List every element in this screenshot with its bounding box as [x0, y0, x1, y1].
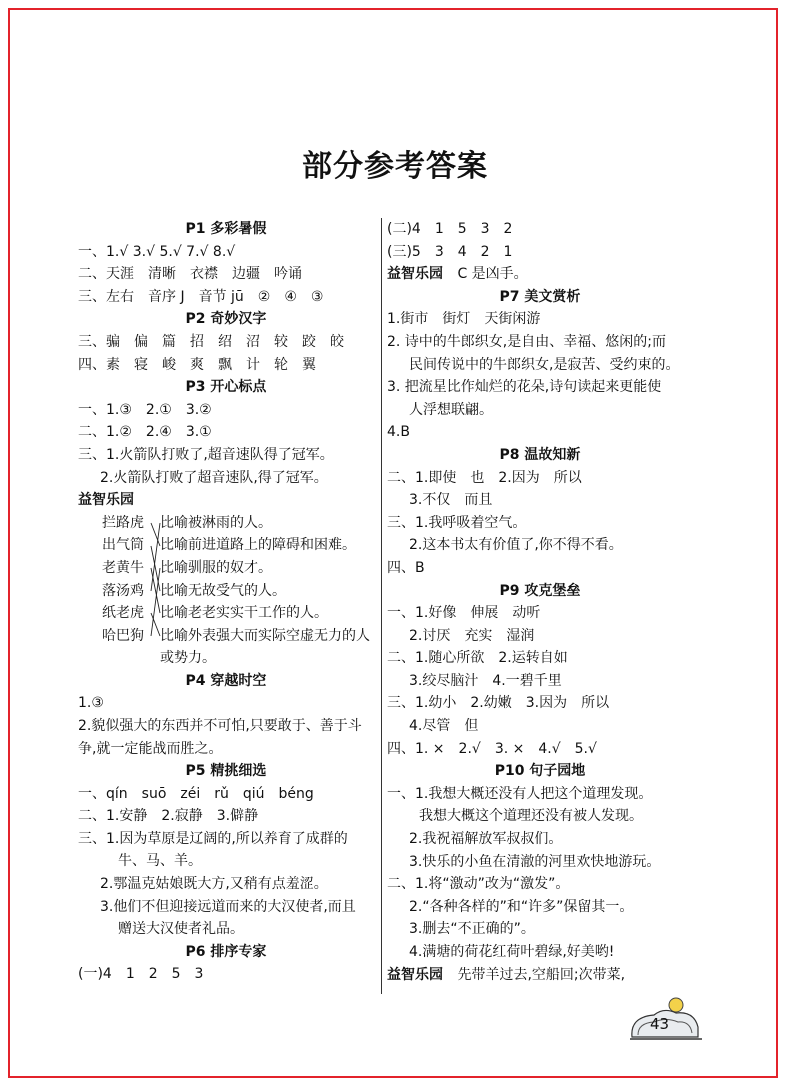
- match-term: 落汤鸡: [102, 582, 144, 599]
- answer-line: 争,就一定能战而胜之。: [78, 740, 223, 757]
- answer-line: 4.满塘的荷花红荷叶碧绿,好美哟!: [409, 944, 615, 960]
- match-meaning: 比喻驯服的奴才。: [160, 559, 272, 576]
- match-meaning: 比喻前进道路上的障碍和困难。: [160, 537, 356, 554]
- match-term: 哈巴狗: [102, 627, 144, 644]
- answer-line: 三、1.我呼吸着空气。: [387, 514, 527, 531]
- match-term: 纸老虎: [102, 605, 144, 622]
- answer-line: 4.B: [387, 424, 410, 441]
- match-term: 拦路虎: [102, 514, 144, 531]
- answer-line: 3. 把流星比作灿烂的花朵,诗句读起来更能使: [387, 379, 662, 396]
- answer-line: 二、天涯 清晰 衣襟 边疆 吟诵: [78, 266, 302, 283]
- answer-line: 四、1. × 2.√ 3. × 4.√ 5.√: [387, 740, 597, 757]
- answer-line: 二、1.将“激动”改为“激发”。: [387, 876, 570, 893]
- page-number-badge: [624, 995, 706, 1043]
- answer-line: 我想大概这个道理还没有被人发现。: [419, 808, 643, 825]
- section-title-p2: P2 奇妙汉字: [185, 311, 267, 328]
- answer-line: 二、1.② 2.④ 3.①: [78, 424, 212, 441]
- yizhi-label: 益智乐园: [387, 266, 443, 283]
- answer-line: 一、qín suō zéi rǔ qiú béng: [78, 785, 314, 802]
- answer-line: 二、1.随心所欲 2.运转自如: [387, 650, 568, 667]
- matching-exercise: [78, 512, 374, 670]
- answer-line: 3.绞尽脑汁 4.一碧千里: [409, 672, 562, 689]
- answer-line: 3.不仅 而且: [409, 492, 493, 509]
- answer-line: (三)5 3 4 2 1: [387, 243, 513, 260]
- answer-line: 三、1.幼小 2.幼嫩 3.因为 所以: [387, 695, 610, 712]
- section-title-p7: P7 美文赏析: [499, 288, 581, 305]
- answer-line: 3.删去“不正确的”。: [409, 921, 535, 938]
- yizhi-label: 益智乐园: [78, 492, 134, 509]
- left-column: [78, 218, 374, 986]
- answer-line: 2.鄂温克姑娘既大方,又稍有点羞涩。: [100, 876, 328, 893]
- answer-line: 四、B: [387, 559, 425, 576]
- answer-line: 二、1.安静 2.寂静 3.僻静: [78, 808, 259, 825]
- section-title-p10: P10 句子园地: [494, 763, 586, 780]
- match-meaning: 比喻无故受气的人。: [160, 582, 286, 599]
- answer-line: 一、1.好像 伸展 动听: [387, 605, 541, 622]
- answer-line: 2.讨厌 充实 湿润: [409, 627, 535, 644]
- answer-line: 三、1.火箭队打败了,超音速队得了冠军。: [78, 446, 334, 463]
- answer-line: 三、1.因为草原是辽阔的,所以养育了成群的: [78, 830, 348, 847]
- answer-line: 三、左右 音序 J 音节 jū ② ④ ③: [78, 288, 324, 305]
- answer-line: 一、1.我想大概还没有人把这个道理发现。: [387, 785, 653, 802]
- section-title-p8: P8 温故知新: [499, 446, 581, 463]
- answer-line: 1.③: [78, 695, 104, 712]
- answer-line: 二、1.即使 也 2.因为 所以: [387, 469, 582, 486]
- answer-line: 一、1.√ 3.√ 5.√ 7.√ 8.√: [78, 243, 236, 260]
- page-number: 43: [650, 1015, 670, 1033]
- yizhi-label: 益智乐园: [387, 966, 443, 983]
- match-term: 出气筒: [102, 537, 144, 554]
- match-meaning: 或势力。: [160, 650, 216, 667]
- answer-line: 四、素 寝 峻 爽 飘 计 轮 翼: [78, 356, 316, 373]
- answer-line: (二)4 1 5 3 2: [387, 221, 513, 237]
- answer-line: 一、1.③ 2.① 3.②: [78, 401, 212, 418]
- section-title-p5: P5 精挑细选: [185, 763, 267, 780]
- match-meaning: 比喻被淋雨的人。: [160, 514, 272, 531]
- section-title-p4: P4 穿越时空: [185, 672, 267, 689]
- answer-line: 2.貌似强大的东西并不可怕,只要敢于、善于斗: [78, 717, 362, 734]
- answer-line: 2. 诗中的牛郎织女,是自由、幸福、悠闲的;而: [387, 333, 666, 350]
- answer-line: 民间传说中的牛郎织女,是寂苦、受约束的。: [409, 356, 680, 373]
- answer-line: 三、骗 偏 篇 招 绍 沼 较 跤 皎: [78, 333, 344, 350]
- section-title-p9: P9 攻克堡垒: [499, 582, 581, 599]
- answer-line: [387, 964, 693, 987]
- match-term: 老黄牛: [102, 559, 144, 576]
- page-title: 部分参考答案: [302, 149, 488, 184]
- answer-line: 赠送大汉使者礼品。: [118, 921, 244, 938]
- yizhi-answer: C 是凶手。: [457, 266, 528, 283]
- yizhi-answer: 先带羊过去,空船回;次带菜,: [457, 966, 626, 983]
- answer-line: 1.街市 街灯 天街闲游: [387, 311, 541, 328]
- answer-line: 牛、马、羊。: [118, 853, 202, 870]
- answer-line: (一)4 1 2 5 3: [78, 966, 204, 983]
- right-column: [387, 218, 693, 986]
- answer-line: 2.我祝福解放军叔叔们。: [409, 831, 563, 848]
- match-meaning: 比喻老老实实干工作的人。: [160, 605, 328, 622]
- answer-line: 2.“各种各样的”和“许多”保留其一。: [409, 898, 634, 915]
- answer-line: 4.尽管 但: [409, 718, 479, 735]
- answer-line: 3.他们不但迎接远道而来的大汉使者,而且: [100, 898, 356, 915]
- match-meaning: 比喻外表强大而实际空虚无力的人: [160, 627, 370, 644]
- section-title-p6: P6 排序专家: [185, 943, 267, 960]
- answer-line: 人浮想联翩。: [409, 401, 493, 418]
- answer-line: 2.火箭队打败了超音速队,得了冠军。: [100, 469, 328, 486]
- answer-line: [387, 263, 693, 286]
- section-title-p1: P1 多彩暑假: [185, 221, 267, 237]
- section-title-p3: P3 开心标点: [185, 379, 267, 396]
- answer-line: 2.这本书太有价值了,你不得不看。: [409, 537, 623, 554]
- answer-line: 3.快乐的小鱼在清澈的河里欢快地游玩。: [409, 853, 661, 870]
